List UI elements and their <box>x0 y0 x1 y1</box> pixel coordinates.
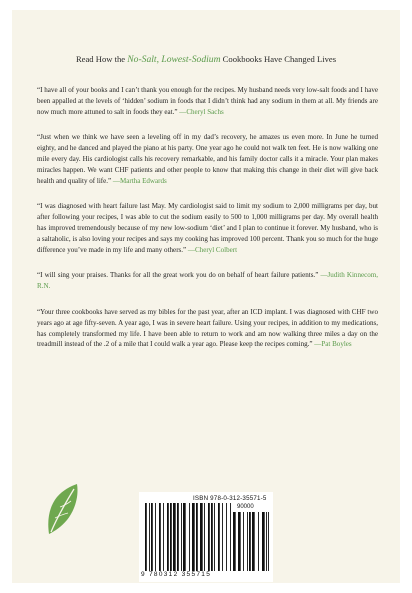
isbn-label: ISBN 978-0-312-35571-5 <box>193 495 267 502</box>
barcode-bars <box>145 503 231 571</box>
price-code: 90000 <box>237 504 254 510</box>
testimonial <box>37 270 378 292</box>
testimonial-attribution: —Judith Kinnecom, R.N. <box>37 271 378 291</box>
cover-heading <box>12 54 400 65</box>
testimonial-text: “I was diagnosed with heart failure last May. My cardiologist said to limit my sodium to 2,000 milligrams per day, but after following your recipes, I was able to cut the sodium easily to 500 to 1,000 milligrams per day. My overall health has improved tremendously because of my new low-sodium ‘diet’ and I plan to continue it forever. My husband, who is a saltaholic, is also loving your recipes and says my cooking has improved 100 percent. Thank you so much for the huge difference you’ve made in my life and many others.” <box>37 202 378 254</box>
testimonials <box>37 85 378 365</box>
barcode-digits: 9 780312 355715 <box>141 571 212 578</box>
testimonial <box>37 307 378 350</box>
testimonial-attribution: —Cheryl Colbert <box>186 245 238 254</box>
leaf-icon <box>44 482 80 536</box>
testimonial-attribution: —Cheryl Sachs <box>177 107 224 116</box>
testimonial-attribution: —Martha Edwards <box>111 176 167 185</box>
testimonial <box>37 201 378 255</box>
isbn-barcode <box>139 492 273 582</box>
testimonial-text: “I will sing your praises. Thanks for all the great work you do on behalf of heart failure patients.” <box>37 271 319 280</box>
testimonial <box>37 132 378 186</box>
testimonial-text: “I have all of your books and I can’t thank you enough for the recipes. My husband needs very low-salt foods and I have been appalled at the levels of ‘hidden’ sodium in foods that I didn’t think had any sodium in them at all. My friends are now much more attuned to salt in foods they eat.” <box>37 86 378 116</box>
heading-prefix: Read How the <box>75 54 128 64</box>
barcode-addon-bars <box>233 512 269 571</box>
heading-highlight: No-Salt, Lowest-Sodium <box>127 54 221 65</box>
testimonial-text: “Your three cookbooks have served as my bibles for the past year, after an ICD implant. I was diagnosed with CHF two years ago at age fifty-seven. A year ago, I was in severe heart failure. Using your recipes, in addition to my medications, has completely transformed my life. I have been able to return to work and am now walking three miles a day on the treadmill instead of the .2 of a mile that I could walk a year ago. Please keep the recipes coming.” <box>37 307 378 349</box>
testimonial-text: “Just when we think we have seen a leveling off in my dad’s recovery, he amazes us even more. In June he turned eighty, and he danced and played the piano at his party. One year ago he could not walk ten feet. He is now walking one mile every day. His cardiologist calls his recovery remarkable, and his family doctor calls it a miracle. Your plan makes miracles happen. We want CHF patients and other people to know that making this change in their diet will give back health and quality of life.” <box>37 133 378 185</box>
heading-suffix: Cookbooks Have Changed Lives <box>220 54 337 64</box>
testimonial-attribution: —Pat Boyles <box>312 340 352 349</box>
back-cover <box>12 10 400 583</box>
testimonial <box>37 85 378 117</box>
